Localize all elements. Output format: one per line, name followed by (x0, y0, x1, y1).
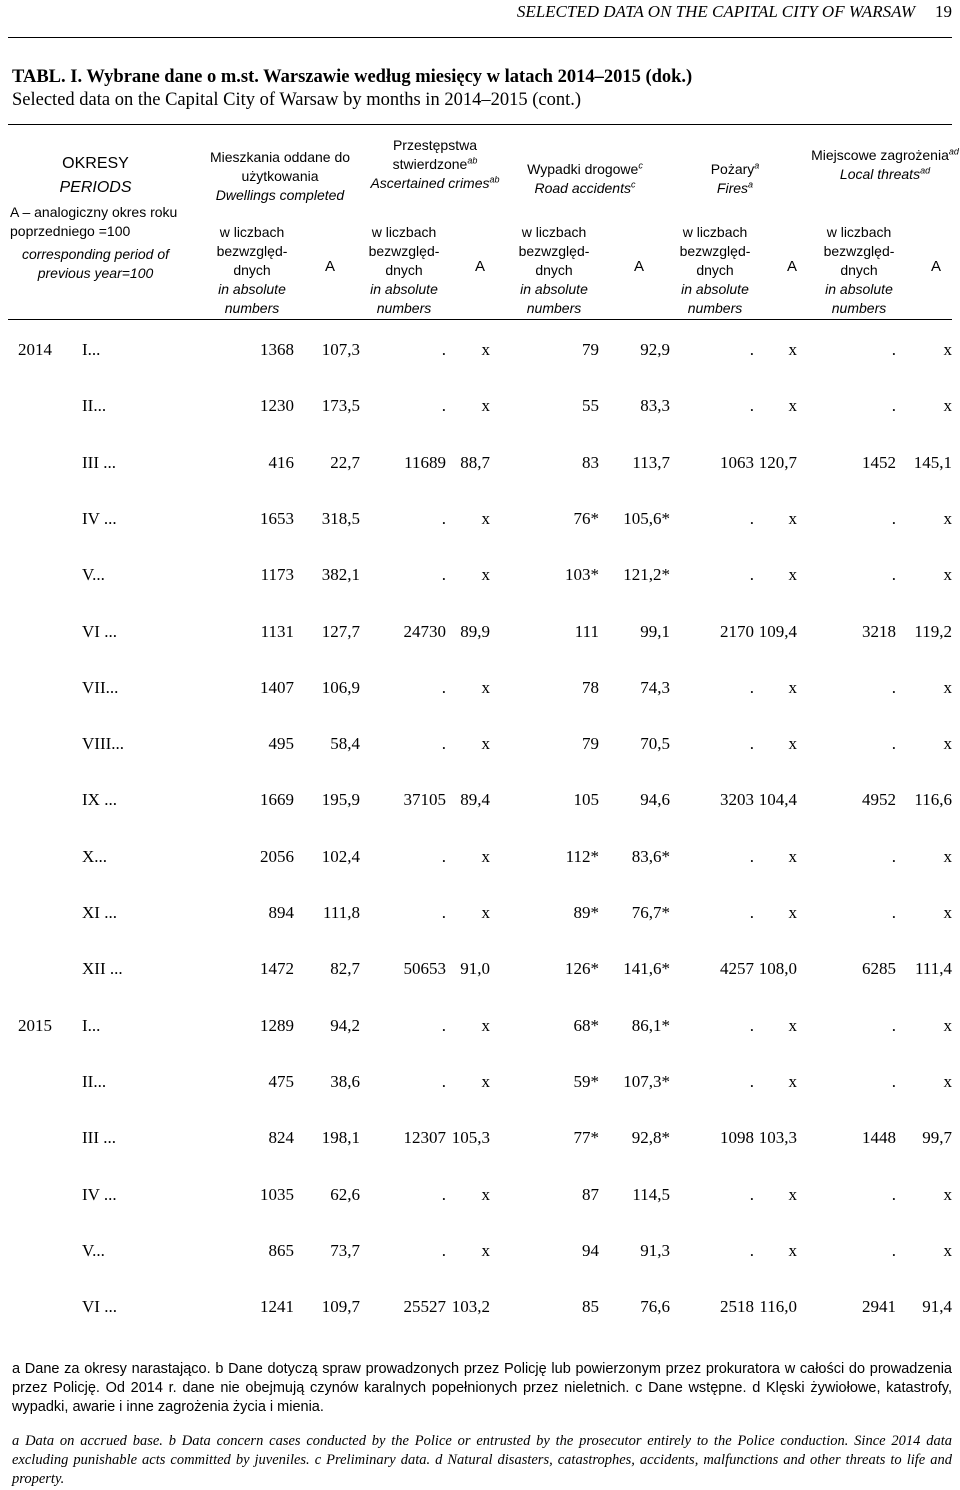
cell-dwellings-abs: 1173 (260, 565, 294, 585)
index-note-pl: A – analogiczny okres roku poprzedniego =100 (10, 204, 178, 239)
row-month: II... (82, 1071, 107, 1091)
table-row (0, 1016, 960, 1046)
cell-crimes-index: 88,7 (460, 452, 490, 472)
cell-crimes-abs: . (441, 1015, 446, 1035)
cell-dwellings-abs: 1131 (260, 621, 294, 641)
cell-threats-abs: 2941 (862, 1297, 896, 1317)
cell-fires-index: 120,7 (758, 452, 797, 472)
table-header-rule (8, 319, 952, 320)
cell-fires-index: x (788, 677, 797, 697)
row-month: I... (82, 340, 101, 359)
cell-road-index: 114,5 (632, 1184, 670, 1204)
cell-road-abs: 59* (573, 1071, 599, 1091)
abs-label-en: in absolute numbers (825, 281, 893, 316)
cell-crimes-abs: . (441, 846, 446, 866)
cell-road-abs: 87 (582, 1184, 599, 1204)
cell-road-abs: 126* (565, 959, 599, 979)
cell-threats-abs: 3218 (862, 621, 896, 641)
cell-threats-abs: . (891, 846, 896, 866)
table-row (0, 678, 960, 708)
cell-threats-index: x (943, 734, 952, 754)
cell-threats-index: x (943, 903, 952, 922)
group-threats-pl: Miejscowe zagrożenia (811, 147, 949, 163)
cell-threats-abs: . (891, 1071, 896, 1091)
group-dwellings-title (200, 148, 360, 205)
cell-fires-index: x (788, 903, 797, 922)
group-road-abs (505, 223, 603, 318)
table-row (0, 622, 960, 652)
cell-road-abs: 94 (582, 1240, 599, 1260)
cell-road-abs: 55 (582, 396, 599, 416)
cell-fires-abs: . (749, 396, 754, 416)
cell-dwellings-index: 198,1 (321, 1128, 360, 1148)
cell-dwellings-abs: 2056 (260, 846, 294, 866)
cell-fires-abs: . (749, 734, 754, 754)
cell-road-index: 70,5 (640, 734, 670, 754)
group-road-en: Road accidents (534, 180, 631, 196)
cell-threats-abs: . (891, 565, 896, 585)
row-month: I... (82, 1015, 101, 1035)
cell-dwellings-abs: 1407 (260, 677, 294, 697)
row-month: III ... (82, 452, 116, 472)
row-month: VII... (82, 677, 119, 697)
cell-road-abs: 105 (573, 790, 599, 810)
running-header-title: SELECTED DATA ON THE CAPITAL CITY OF WARSAW (516, 2, 915, 21)
cell-road-index: 76,6 (640, 1297, 670, 1317)
row-month: X... (82, 846, 108, 866)
cell-crimes-index: x (481, 396, 490, 416)
cell-fires-abs: 2518 (720, 1297, 754, 1317)
group-fires-en: Fires (716, 180, 749, 196)
cell-fires-index: 109,4 (758, 621, 797, 641)
group-fires-abs (666, 223, 764, 318)
group-crimes-title (362, 136, 508, 193)
footnotes-polish: a Dane za okresy narastająco. b Dane dotyczą spraw prowadzonych przez Policję lub powierzonym przez prokuratora w całości do prowadzenia przez Policję. Od 2014 r. dane nie obejmują czynów karalnych popełnionych przez nieletnich. c Dane wstępne. d Klęski żywiołowe, katastrofy, wypadki, awarie i inne zagrożenia życia i mienia. (12, 1361, 952, 1415)
cell-road-abs: 68* (573, 1015, 599, 1035)
cell-crimes-abs: 50653 (403, 959, 446, 979)
cell-road-index: 92,8* (631, 1128, 670, 1148)
group-dwellings-a: A (324, 258, 335, 275)
cell-fires-abs: . (749, 565, 754, 585)
group-crimes-abs (355, 223, 453, 318)
cell-crimes-abs: 11689 (404, 452, 446, 472)
cell-crimes-index: x (481, 340, 490, 359)
running-header (0, 0, 960, 30)
cell-crimes-index: x (481, 1071, 490, 1091)
cell-threats-abs: . (891, 1184, 896, 1204)
row-month: VI ... (82, 1297, 117, 1317)
abs-label-pl: w liczbach bezwzględ-dnych (368, 224, 440, 278)
cell-dwellings-abs: 865 (268, 1240, 294, 1260)
cell-dwellings-abs: 1669 (260, 790, 294, 810)
group-road-sup-pl: c (638, 160, 643, 171)
cell-crimes-index: x (481, 1184, 490, 1204)
cell-crimes-index: x (481, 1240, 490, 1260)
group-dwellings-pl: Mieszkania oddane do użytkowania (209, 149, 351, 184)
group-crimes-pl: Przestępstwa stwierdzone (392, 137, 478, 172)
table-row (0, 396, 960, 426)
cell-crimes-index: 91,0 (460, 959, 490, 979)
group-fires-sup-en: a (748, 179, 754, 190)
cell-threats-index: x (943, 396, 952, 416)
cell-dwellings-index: 102,4 (321, 846, 360, 866)
cell-fires-abs: . (749, 677, 754, 697)
cell-dwellings-abs: 824 (268, 1128, 294, 1148)
abs-label-en: in absolute numbers (218, 281, 286, 316)
cell-dwellings-index: 195,9 (321, 790, 360, 810)
cell-crimes-abs: . (441, 565, 446, 585)
footnotes-english: a Data on accrued base. b Data concern cases conducted by the Police or entrusted by the prosecutor entirely to the Police conduction. Since 2014 data excluding punishable acts committed by juveniles. c Preliminary data. d Natural disasters, catastrophes, accidents, malfunctions and other threats to life and property. (12, 1433, 952, 1487)
group-crimes-en: Ascertained crimes (370, 175, 490, 191)
periods-header (8, 155, 183, 283)
cell-road-index: 83,6* (631, 846, 670, 866)
cell-dwellings-index: 38,6 (330, 1071, 360, 1091)
cell-road-index: 141,6* (623, 959, 670, 979)
cell-crimes-index: 89,4 (460, 790, 490, 810)
caption-polish: TABL. I. Wybrane dane o m.st. Warszawie według miesięcy w latach 2014–2015 (dok.) (12, 67, 693, 87)
row-month: XII ... (82, 959, 123, 979)
group-dwellings-en: Dwellings completed (215, 187, 345, 203)
cell-threats-index: 111,4 (915, 959, 952, 979)
cell-fires-abs: 3203 (720, 790, 754, 810)
row-month: V... (82, 565, 105, 585)
cell-fires-index: x (788, 565, 797, 585)
cell-road-index: 76,7* (631, 903, 670, 922)
cell-dwellings-abs: 1035 (260, 1184, 294, 1204)
cell-threats-abs: 1452 (862, 452, 896, 472)
page-number: 19 (935, 2, 952, 21)
table-row (0, 1072, 960, 1102)
cell-fires-abs: . (749, 340, 754, 359)
table-row (0, 509, 960, 539)
table-top-rule (8, 124, 952, 125)
cell-crimes-abs: . (441, 903, 446, 922)
cell-dwellings-index: 62,6 (330, 1184, 360, 1204)
table-caption (12, 66, 952, 112)
table-row (0, 790, 960, 820)
cell-road-abs: 77* (573, 1128, 599, 1148)
row-month: VI ... (82, 621, 117, 641)
cell-road-index: 83,3 (640, 396, 670, 416)
cell-fires-index: x (788, 396, 797, 416)
cell-dwellings-abs: 1289 (260, 1015, 294, 1035)
cell-crimes-index: x (481, 734, 490, 754)
cell-threats-abs: 6285 (862, 959, 896, 979)
cell-road-abs: 78 (582, 677, 599, 697)
cell-fires-abs: . (749, 903, 754, 922)
cell-threats-abs: . (891, 396, 896, 416)
table-row (0, 847, 960, 877)
index-note-en: corresponding period of previous year=100 (21, 246, 170, 281)
cell-dwellings-index: 106,9 (321, 677, 360, 697)
group-threats-en: Local threats (839, 166, 921, 182)
row-year: 2014 (18, 340, 52, 359)
cell-crimes-abs: 12307 (403, 1128, 446, 1148)
cell-threats-abs: . (891, 1015, 896, 1035)
group-dwellings-abs (203, 223, 301, 318)
cell-threats-abs: 4952 (862, 790, 896, 810)
periods-label-en: PERIODS (59, 179, 132, 196)
abs-label-pl: w liczbach bezwzględ-dnych (518, 224, 590, 278)
cell-fires-abs: . (749, 1240, 754, 1260)
cell-fires-index: 108,0 (758, 959, 797, 979)
cell-dwellings-index: 22,7 (330, 452, 360, 472)
cell-fires-index: x (788, 846, 797, 866)
cell-crimes-abs: . (441, 1240, 446, 1260)
periods-label-pl: OKRESY (62, 155, 129, 172)
cell-dwellings-abs: 416 (268, 452, 294, 472)
cell-crimes-abs: . (441, 1071, 446, 1091)
cell-fires-index: x (788, 1240, 797, 1260)
group-crimes-sup-pl: ab (467, 155, 478, 166)
cell-fires-abs: 2170 (720, 621, 754, 641)
cell-fires-index: x (788, 340, 797, 359)
table-row (0, 734, 960, 764)
row-month: II... (82, 396, 107, 416)
cell-fires-index: x (788, 508, 797, 528)
cell-crimes-abs: . (441, 677, 446, 697)
group-fires-a: A (786, 258, 797, 275)
cell-fires-abs: . (749, 1071, 754, 1091)
cell-dwellings-index: 109,7 (321, 1297, 360, 1317)
cell-fires-abs: . (749, 1184, 754, 1204)
cell-threats-abs: . (891, 340, 896, 359)
cell-crimes-index: 105,3 (451, 1128, 490, 1148)
cell-road-abs: 112* (565, 846, 599, 866)
cell-road-index: 92,9 (640, 340, 670, 359)
cell-threats-index: x (943, 1240, 952, 1260)
cell-threats-abs: . (891, 508, 896, 528)
cell-crimes-index: x (481, 508, 490, 528)
cell-dwellings-abs: 1472 (260, 959, 294, 979)
cell-road-index: 94,6 (640, 790, 670, 810)
caption-english: Selected data on the Capital City of Warsaw by months in 2014–2015 (cont.) (12, 90, 581, 110)
table-row (0, 453, 960, 483)
cell-threats-index: 99,7 (922, 1128, 952, 1148)
cell-fires-abs: 1098 (720, 1128, 754, 1148)
group-fires-title (680, 160, 790, 198)
cell-threats-index: x (943, 677, 952, 697)
abs-label-en: in absolute numbers (370, 281, 438, 316)
cell-dwellings-abs: 1230 (260, 396, 294, 416)
cell-road-abs: 89* (573, 903, 599, 922)
cell-road-index: 113,7 (632, 452, 670, 472)
table-row (0, 340, 960, 370)
cell-fires-index: 116,0 (759, 1297, 797, 1317)
cell-fires-abs: . (749, 846, 754, 866)
row-month: VIII... (82, 734, 125, 754)
cell-fires-index: 103,3 (758, 1128, 797, 1148)
cell-threats-abs: 1448 (862, 1128, 896, 1148)
group-crimes-sup-en: ab (489, 174, 500, 185)
cell-threats-index: x (943, 1015, 952, 1035)
row-month: III ... (82, 1128, 116, 1148)
group-road-title (510, 160, 660, 198)
cell-threats-index: x (943, 1184, 952, 1204)
cell-dwellings-abs: 1241 (260, 1297, 294, 1317)
group-road-pl: Wypadki drogowe (527, 161, 639, 177)
cell-crimes-index: x (481, 677, 490, 697)
row-month: XI ... (82, 903, 117, 922)
cell-threats-index: 91,4 (922, 1297, 952, 1317)
cell-dwellings-abs: 1368 (260, 340, 294, 359)
cell-dwellings-index: 318,5 (321, 508, 360, 528)
cell-threats-abs: . (891, 903, 896, 922)
cell-fires-index: x (788, 1071, 797, 1091)
abs-label-pl: w liczbach bezwzględ-dnych (216, 224, 288, 278)
header-rule (8, 37, 952, 38)
cell-road-abs: 79 (582, 340, 599, 359)
cell-threats-index: x (943, 508, 952, 528)
row-month: V... (82, 1240, 105, 1260)
cell-fires-abs: . (749, 508, 754, 528)
cell-threats-index: x (943, 565, 952, 585)
table-row (0, 903, 960, 933)
group-threats-abs (810, 223, 908, 318)
cell-dwellings-index: 382,1 (321, 565, 360, 585)
group-threats-sup-pl: ad (948, 146, 959, 157)
cell-crimes-abs: . (441, 734, 446, 754)
cell-fires-abs: 1063 (720, 452, 754, 472)
cell-road-abs: 85 (582, 1297, 599, 1317)
row-month: IX ... (82, 790, 117, 810)
abs-label-en: in absolute numbers (520, 281, 588, 316)
row-month: IV ... (82, 1184, 117, 1204)
cell-dwellings-index: 127,7 (321, 621, 360, 641)
cell-threats-index: 119,2 (914, 621, 952, 641)
table-row (0, 1297, 960, 1327)
cell-crimes-abs: . (441, 396, 446, 416)
cell-dwellings-index: 173,5 (321, 396, 360, 416)
cell-crimes-index: x (481, 1015, 490, 1035)
cell-threats-abs: . (891, 677, 896, 697)
cell-road-abs: 79 (582, 734, 599, 754)
group-fires-pl: Pożary (710, 161, 755, 177)
cell-crimes-index: 103,2 (451, 1297, 490, 1317)
cell-crimes-abs: 37105 (403, 790, 446, 810)
cell-crimes-index: x (481, 565, 490, 585)
group-road-a: A (633, 258, 644, 275)
group-road-sup-en: c (631, 179, 636, 190)
abs-label-en: in absolute numbers (681, 281, 749, 316)
cell-crimes-index: x (481, 903, 490, 922)
cell-road-abs: 103* (565, 565, 599, 585)
cell-threats-index: x (943, 1071, 952, 1091)
cell-threats-index: x (943, 340, 952, 359)
group-threats-sup-en: ad (920, 165, 931, 176)
cell-dwellings-abs: 1653 (260, 508, 294, 528)
cell-road-index: 99,1 (640, 621, 670, 641)
cell-dwellings-abs: 475 (268, 1071, 294, 1091)
cell-fires-index: 104,4 (758, 790, 797, 810)
cell-fires-index: x (788, 1184, 797, 1204)
cell-threats-abs: . (891, 1240, 896, 1260)
cell-crimes-abs: . (441, 340, 446, 359)
group-fires-sup-pl: a (754, 160, 760, 171)
cell-threats-abs: . (891, 734, 896, 754)
table-row (0, 1185, 960, 1215)
cell-dwellings-index: 73,7 (330, 1240, 360, 1260)
cell-crimes-abs: 25527 (403, 1297, 446, 1317)
cell-threats-index: 116,6 (914, 790, 952, 810)
cell-fires-index: x (788, 734, 797, 754)
cell-dwellings-index: 82,7 (330, 959, 360, 979)
cell-dwellings-index: 58,4 (330, 734, 360, 754)
cell-fires-abs: 4257 (720, 959, 754, 979)
table-row (0, 959, 960, 989)
cell-dwellings-abs: 495 (268, 734, 294, 754)
table-row (0, 565, 960, 595)
cell-crimes-abs: 24730 (403, 621, 446, 641)
cell-road-index: 121,2* (623, 565, 670, 585)
table-row (0, 1128, 960, 1158)
abs-label-pl: w liczbach bezwzględ-dnych (823, 224, 895, 278)
cell-dwellings-index: 107,3 (321, 340, 360, 359)
cell-road-index: 107,3* (623, 1071, 670, 1091)
cell-crimes-abs: . (441, 508, 446, 528)
cell-crimes-index: x (481, 846, 490, 866)
cell-road-abs: 76* (573, 508, 599, 528)
table-row (0, 1241, 960, 1271)
cell-road-index: 86,1* (631, 1015, 670, 1035)
cell-crimes-index: 89,9 (460, 621, 490, 641)
cell-dwellings-index: 94,2 (330, 1015, 360, 1035)
cell-road-abs: 111 (574, 621, 599, 641)
cell-fires-index: x (788, 1015, 797, 1035)
cell-fires-abs: . (749, 1015, 754, 1035)
group-threats-a: A (930, 258, 941, 275)
cell-dwellings-index: 111,8 (323, 903, 360, 922)
cell-road-abs: 83 (582, 452, 599, 472)
group-threats-title (810, 146, 960, 184)
cell-crimes-abs: . (441, 1184, 446, 1204)
cell-road-index: 74,3 (640, 677, 670, 697)
cell-dwellings-abs: 894 (268, 903, 294, 922)
group-crimes-a: A (474, 258, 485, 275)
cell-road-index: 91,3 (640, 1240, 670, 1260)
row-month: IV ... (82, 508, 117, 528)
cell-threats-index: x (943, 846, 952, 866)
cell-road-index: 105,6* (623, 508, 670, 528)
row-year: 2015 (18, 1015, 52, 1035)
cell-threats-index: 145,1 (913, 452, 952, 472)
abs-label-pl: w liczbach bezwzględ-dnych (679, 224, 751, 278)
